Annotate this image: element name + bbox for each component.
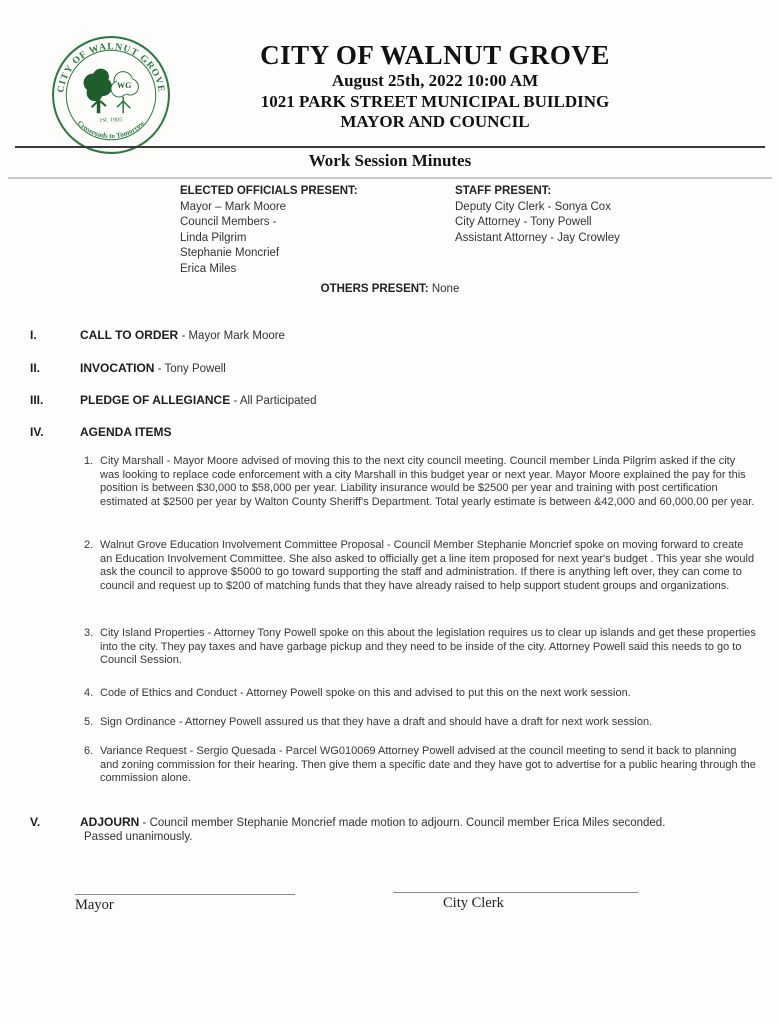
agenda-item-text: City Marshall - Mayor Moore advised of moving this to the next city council meeting. Council member Linda Pilgrim asked if the city was looking to replace code enforcement with a city Marshall in this budget year or next year. Mayor Moore explained the pay for this position is between $30,000 to $58,000 per year. Liability insurance would be $2500 per year and training with post certification estimated at $2500 per year by Walton County Sheriff's Department. Total yearly estimate is between &42,000 and 60,000.00 per year. xyxy=(100,455,755,508)
mayor-signature-line xyxy=(75,894,295,895)
agenda-item-text: Sign Ordinance - Attorney Powell assured us that they have a draft and should have a draft for next work session. xyxy=(100,716,653,728)
attendee: Council Members - xyxy=(180,216,277,228)
section-title: INVOCATION xyxy=(80,361,155,375)
agenda-item xyxy=(0,687,780,701)
seal-monogram: WG xyxy=(116,80,132,90)
section-numeral: II. xyxy=(30,361,41,375)
city-clerk-signature-label: City Clerk xyxy=(443,895,504,911)
adjourn-text-line2: Passed unanimously. xyxy=(84,831,193,843)
mayor-signature-block xyxy=(75,894,295,914)
others-present-value: None xyxy=(431,283,460,295)
meeting-address: 1021 PARK STREET MUNICIPAL BUILDING xyxy=(260,91,610,111)
section-text: - Mayor Mark Moore xyxy=(181,330,285,342)
agenda-item-text: City Island Properties - Attorney Tony Powell spoke on this about the legislation requires us to clear up islands and get these properties into the city. They pay taxes and have garbage pickup and they need to be inside of the city. Attorney Powell said this needs to go to Council Session. xyxy=(100,627,756,666)
attendee: Assistant Attorney - Jay Crowley xyxy=(455,231,620,244)
agenda-item-number: 4. xyxy=(84,687,94,699)
section-invocation xyxy=(0,361,755,376)
agenda-item xyxy=(0,455,780,509)
divider-dark xyxy=(15,146,765,148)
section-text: - All Participated xyxy=(233,395,317,407)
section-text: - Tony Powell xyxy=(157,363,226,375)
agenda-item-number: 3. xyxy=(84,627,94,639)
seal-solid-tree-icon xyxy=(84,69,112,114)
document-title: Work Session Minutes xyxy=(308,151,472,170)
section-call-to-order xyxy=(0,328,755,343)
agenda-item-text: Code of Ethics and Conduct - Attorney Powell spoke on this and advised to put this on the next work session. xyxy=(100,687,631,699)
divider-light xyxy=(8,177,772,179)
agenda-item-number: 1. xyxy=(84,455,94,467)
city-clerk-signature-line xyxy=(393,892,638,893)
agenda-item xyxy=(0,716,780,730)
section-title: CALL TO ORDER xyxy=(80,328,179,342)
section-numeral: I. xyxy=(30,328,37,342)
attendee: Linda Pilgrim xyxy=(180,231,247,244)
agenda-item-number: 5. xyxy=(84,716,94,728)
section-numeral: III. xyxy=(30,393,44,407)
section-numeral: IV. xyxy=(30,425,44,439)
staff-present-list xyxy=(455,184,735,246)
attendee: Deputy City Clerk - Sonya Cox xyxy=(455,200,611,213)
section-numeral: V. xyxy=(30,815,41,829)
others-present-heading: OTHERS PRESENT: xyxy=(320,283,429,295)
seal-motto-text: Crossroads to Tomorrow xyxy=(75,119,147,141)
agenda-item xyxy=(0,539,780,593)
agenda-item-number: 2. xyxy=(84,539,94,551)
section-title: AGENDA ITEMS xyxy=(80,425,172,439)
elected-officials-list xyxy=(180,184,445,277)
meeting-body: MAYOR AND COUNCIL xyxy=(340,112,530,131)
attendee: City Attorney - Tony Powell xyxy=(455,216,592,228)
attendee: Erica Miles xyxy=(180,262,237,275)
section-adjourn xyxy=(0,815,755,844)
agenda-item xyxy=(0,745,780,786)
attendee: Mayor – Mark Moore xyxy=(180,200,287,213)
seal-est-text: est. 1905 xyxy=(99,117,123,124)
section-pledge-of-allegiance xyxy=(0,393,755,408)
others-present-line xyxy=(0,283,780,295)
city-clerk-signature-block xyxy=(393,892,638,912)
agenda-item xyxy=(0,627,780,668)
letterhead xyxy=(130,40,740,133)
agenda-item-text: Walnut Grove Education Involvement Committee Proposal - Council Member Stephanie Moncrief spoke on moving forward to create an Education Involvement Committee. She also asked to officially get a line item proposed for next year's budget . This year she would ask the council to approve $5000 to go toward supporting the staff and administration. If there is anything left over, they can come to council and request up to $200 of matching funds that they have already raised to help support student groups and organizations. xyxy=(100,539,755,592)
seal-arc-text: CITY OF WALNUT GROVE xyxy=(55,41,167,94)
staff-present-heading: STAFF PRESENT: xyxy=(455,185,552,197)
agenda-item-number: 6. xyxy=(84,745,94,757)
attendee: Stephanie Moncrief xyxy=(180,247,280,259)
section-title: ADJOURN xyxy=(80,815,140,829)
city-name: CITY OF WALNUT GROVE xyxy=(260,40,610,70)
meeting-datetime: August 25th, 2022 10:00 AM xyxy=(331,71,539,90)
mayor-signature-label: Mayor xyxy=(75,897,114,913)
adjourn-text: - Council member Stephanie Moncrief made motion to adjourn. Council member Erica Miles seconded. xyxy=(142,817,666,829)
elected-officials-heading: ELECTED OFFICIALS PRESENT: xyxy=(180,185,358,197)
section-agenda-items xyxy=(0,425,755,440)
agenda-item-text: Variance Request - Sergio Quesada - Parcel WG010069 Attorney Powell advised at the council meeting to send it back to planning and zoning commission for their hearing. Then give them a specific date and they have got to advertise for a public hearing through the commission alone. xyxy=(100,745,756,784)
section-title: PLEDGE OF ALLEGIANCE xyxy=(80,393,231,407)
